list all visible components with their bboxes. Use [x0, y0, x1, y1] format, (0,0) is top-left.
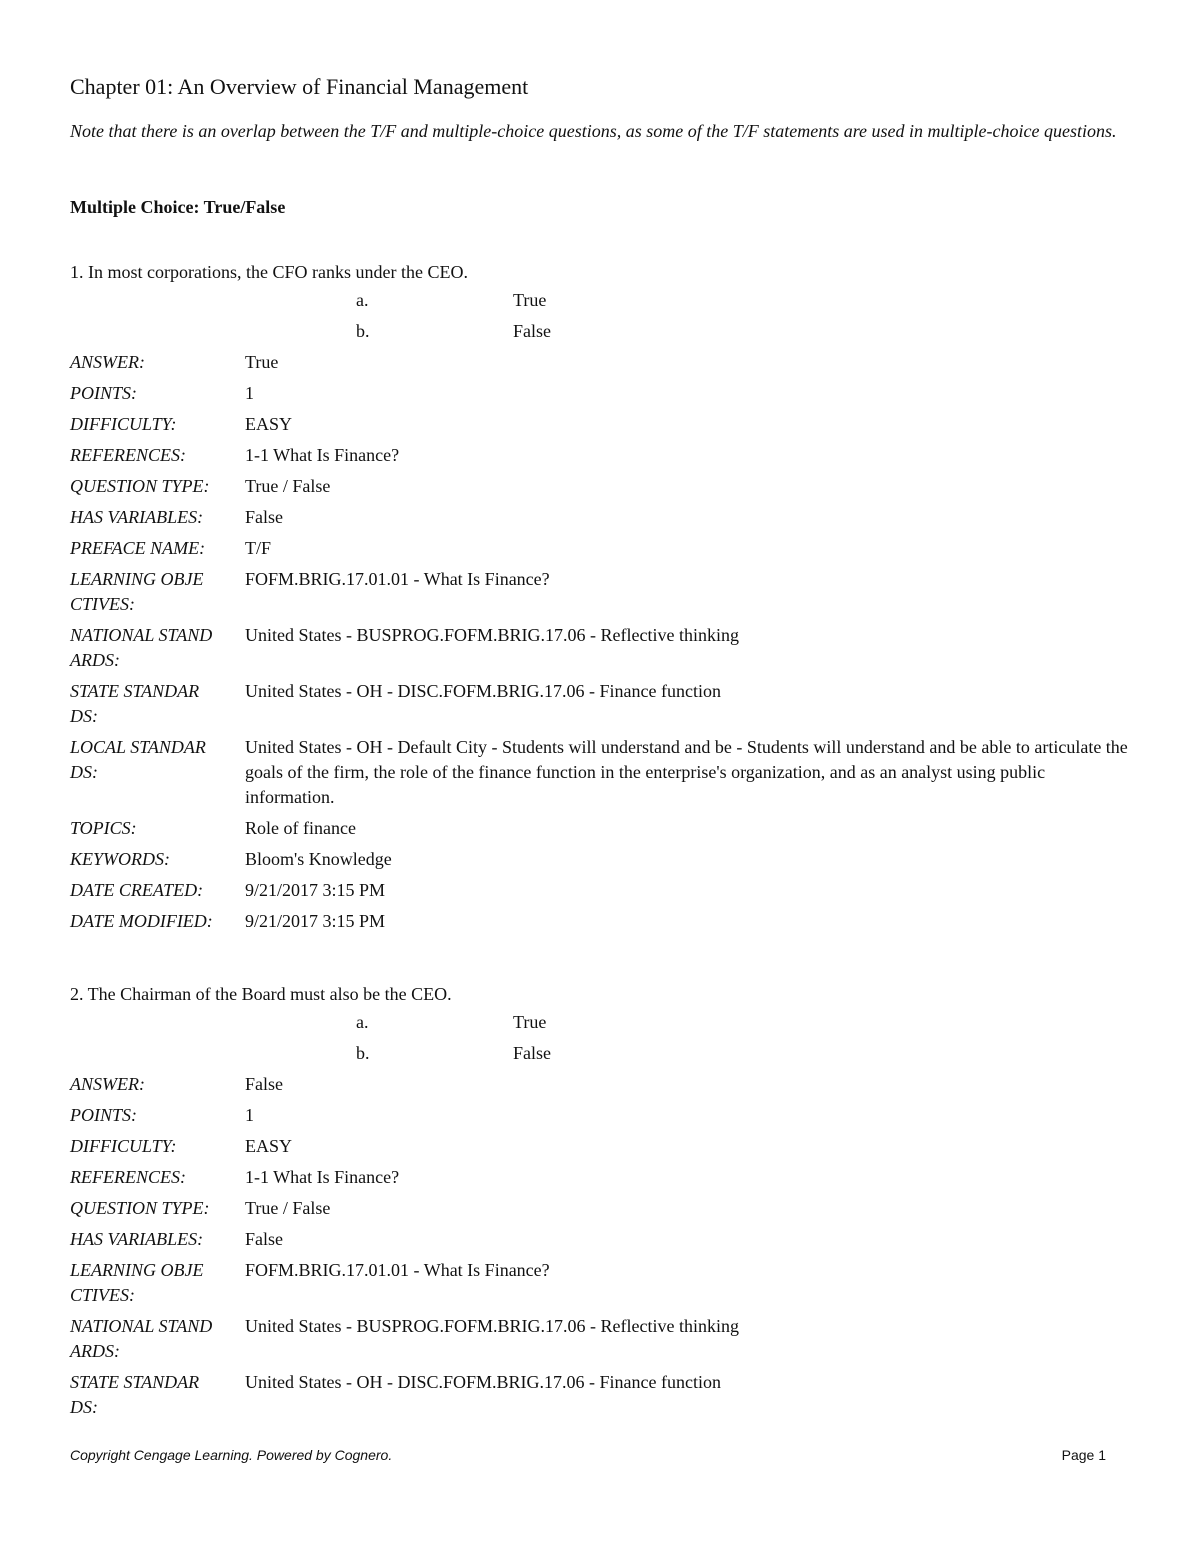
preface-name-value: T/F	[245, 538, 272, 558]
meta-preface-name	[70, 536, 1130, 567]
question-2	[70, 982, 1130, 1426]
meta-label-line: LOCAL STANDAR	[70, 737, 206, 757]
meta-national-standards	[70, 1314, 1130, 1370]
topics-value: Role of finance	[245, 818, 356, 838]
meta-answer	[70, 350, 1130, 381]
points-value: 1	[245, 383, 254, 403]
meta-label-line: ARDS:	[70, 1341, 120, 1361]
choice-letter: a.	[356, 1012, 369, 1032]
choice-text: False	[513, 1043, 551, 1063]
choice-text: False	[513, 321, 551, 341]
meta-label-line: NATIONAL STAND	[70, 1316, 213, 1336]
meta-state-standards	[70, 679, 1130, 735]
question-1	[70, 260, 1130, 940]
keywords-value: Bloom's Knowledge	[245, 849, 392, 869]
meta-label: POINTS:	[70, 383, 137, 403]
meta-label: DIFFICULTY:	[70, 414, 177, 434]
section-heading: Multiple Choice: True/False	[70, 197, 286, 217]
meta-points	[70, 381, 1130, 412]
has-variables-value: False	[245, 1229, 283, 1249]
meta-label	[70, 679, 245, 729]
meta-keywords	[70, 847, 1130, 878]
page-number: Page 1	[1061, 1447, 1106, 1463]
meta-label	[70, 623, 245, 673]
meta-points	[70, 1103, 1130, 1134]
references-value: 1-1 What Is Finance?	[245, 1167, 400, 1187]
page-footer	[70, 1445, 1106, 1465]
meta-label-line: LEARNING OBJE	[70, 569, 204, 589]
meta-topics	[70, 816, 1130, 847]
meta-label: QUESTION TYPE:	[70, 476, 210, 496]
meta-state-standards	[70, 1370, 1130, 1426]
meta-learning-objectives	[70, 1258, 1130, 1314]
choice-b	[70, 1041, 1130, 1072]
meta-label: PREFACE NAME:	[70, 538, 206, 558]
difficulty-value: EASY	[245, 1136, 293, 1156]
date-modified-value: 9/21/2017 3:15 PM	[245, 911, 386, 931]
meta-label: POINTS:	[70, 1105, 137, 1125]
question-type-value: True / False	[245, 1198, 331, 1218]
meta-label: DIFFICULTY:	[70, 1136, 177, 1156]
question-stem: 1. In most corporations, the CFO ranks under the CEO.	[70, 262, 468, 282]
choice-letter: b.	[356, 1043, 370, 1063]
answer-value: False	[245, 1074, 283, 1094]
meta-label-line: CTIVES:	[70, 1285, 135, 1305]
references-value: 1-1 What Is Finance?	[245, 445, 400, 465]
meta-label: HAS VARIABLES:	[70, 1229, 204, 1249]
meta-national-standards	[70, 623, 1130, 679]
meta-difficulty	[70, 412, 1130, 443]
choice-letter: a.	[356, 290, 369, 310]
state-standards-value: United States - OH - DISC.FOFM.BRIG.17.06 - Finance function	[245, 681, 721, 701]
meta-label-line: DS:	[70, 762, 98, 782]
learning-objectives-value: FOFM.BRIG.17.01.01 - What Is Finance?	[245, 569, 550, 589]
meta-has-variables	[70, 505, 1130, 536]
meta-label: ANSWER:	[70, 1074, 145, 1094]
meta-label: DATE MODIFIED:	[70, 911, 213, 931]
choice-letter: b.	[356, 321, 370, 341]
meta-label-line: DS:	[70, 706, 98, 726]
date-created-value: 9/21/2017 3:15 PM	[245, 880, 386, 900]
choice-text: True	[513, 1012, 547, 1032]
local-standards-value: United States - OH - Default City - Students will understand and be - Students will understand and be able to articulate the goals of the firm, the role of the finance function in the enterprise's organization, and as an analyst using public information.	[245, 737, 1128, 807]
state-standards-value: United States - OH - DISC.FOFM.BRIG.17.06 - Finance function	[245, 1372, 721, 1392]
meta-label-line: CTIVES:	[70, 594, 135, 614]
meta-label	[70, 567, 245, 617]
meta-has-variables	[70, 1227, 1130, 1258]
meta-label: DATE CREATED:	[70, 880, 204, 900]
instruction-note: Note that there is an overlap between the T/F and multiple-choice questions, as some of the T/F statements are used in multiple-choice questions.	[70, 121, 1117, 141]
meta-label: ANSWER:	[70, 352, 145, 372]
national-standards-value: United States - BUSPROG.FOFM.BRIG.17.06 - Reflective thinking	[245, 625, 739, 645]
answer-value: True	[245, 352, 279, 372]
choice-a	[70, 288, 1130, 319]
meta-label-line: LEARNING OBJE	[70, 1260, 204, 1280]
meta-label	[70, 735, 245, 785]
page-title: Chapter 01: An Overview of Financial Management	[70, 74, 529, 99]
meta-difficulty	[70, 1134, 1130, 1165]
meta-learning-objectives	[70, 567, 1130, 623]
meta-label-line: STATE STANDAR	[70, 1372, 200, 1392]
choice-text: True	[513, 290, 547, 310]
meta-label-line: DS:	[70, 1397, 98, 1417]
difficulty-value: EASY	[245, 414, 293, 434]
question-type-value: True / False	[245, 476, 331, 496]
copyright-text: Copyright Cengage Learning. Powered by Cognero.	[70, 1447, 393, 1463]
meta-date-created	[70, 878, 1130, 909]
meta-question-type	[70, 474, 1130, 505]
meta-label: QUESTION TYPE:	[70, 1198, 210, 1218]
meta-label: REFERENCES:	[70, 445, 186, 465]
meta-date-modified	[70, 909, 1130, 940]
meta-label: HAS VARIABLES:	[70, 507, 204, 527]
meta-label-line: NATIONAL STAND	[70, 625, 213, 645]
meta-label: KEYWORDS:	[70, 849, 170, 869]
choice-a	[70, 1010, 1130, 1041]
has-variables-value: False	[245, 507, 283, 527]
question-stem: 2. The Chairman of the Board must also be the CEO.	[70, 984, 452, 1004]
choice-b	[70, 319, 1130, 350]
meta-label: REFERENCES:	[70, 1167, 186, 1187]
meta-question-type	[70, 1196, 1130, 1227]
meta-answer	[70, 1072, 1130, 1103]
meta-references	[70, 443, 1130, 474]
meta-label	[70, 1314, 245, 1364]
meta-label	[70, 1258, 245, 1308]
meta-label: TOPICS:	[70, 818, 137, 838]
meta-label-line: ARDS:	[70, 650, 120, 670]
meta-local-standards	[70, 735, 1130, 816]
national-standards-value: United States - BUSPROG.FOFM.BRIG.17.06 - Reflective thinking	[245, 1316, 739, 1336]
points-value: 1	[245, 1105, 254, 1125]
meta-references	[70, 1165, 1130, 1196]
learning-objectives-value: FOFM.BRIG.17.01.01 - What Is Finance?	[245, 1260, 550, 1280]
meta-label-line: STATE STANDAR	[70, 681, 200, 701]
meta-label	[70, 1370, 245, 1420]
